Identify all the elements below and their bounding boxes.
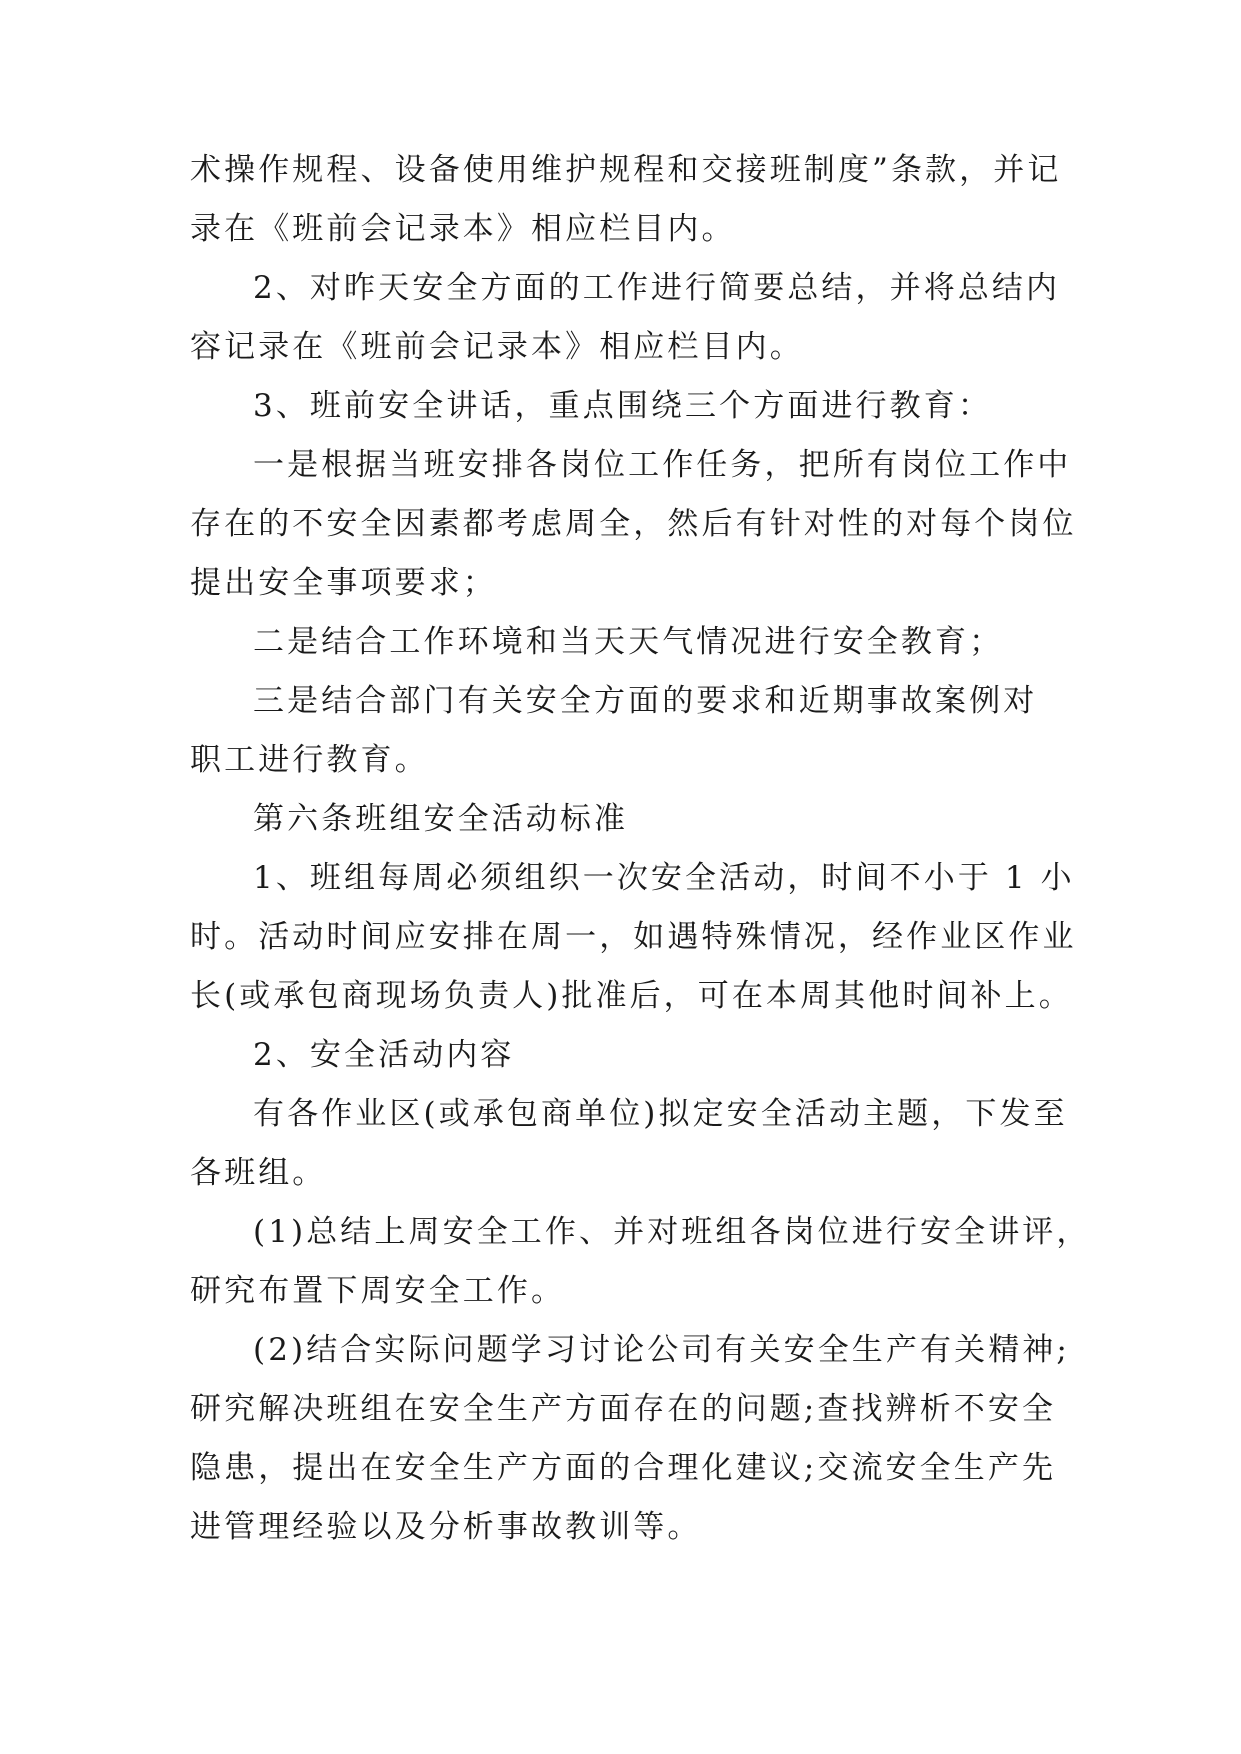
text-line: 研究解决班组在安全生产方面存在的问题;查找辨析不安全 <box>190 1391 1057 1427</box>
text-line: 各班组。 <box>190 1155 327 1191</box>
section-heading: 第六条班组安全活动标准 <box>253 801 629 837</box>
text-line: 3、班前安全讲话，重点围绕三个方面进行教育： <box>253 388 992 424</box>
text-line: 1、班组每周必须组织一次安全活动，时间不小于 1 小 <box>253 860 1075 896</box>
text-line: (2)结合实际问题学习讨论公司有关安全生产有关精神; <box>253 1332 1070 1368</box>
text-line: 术操作规程、设备使用维护规程和交接班制度”条款，并记 <box>190 152 1062 188</box>
text-line: 2、对昨天安全方面的工作进行简要总结，并将总结内 <box>253 270 1061 306</box>
text-line: (1)总结上周安全工作、并对班组各岗位进行安全讲评， <box>253 1214 1091 1250</box>
text-line: 三是结合部门有关安全方面的要求和近期事故案例对 <box>253 683 1038 719</box>
text-line: 二是结合工作环境和当天天气情况进行安全教育； <box>253 624 1004 660</box>
text-line: 进管理经验以及分析事故教训等。 <box>190 1509 702 1545</box>
text-line: 时。活动时间应安排在周一，如遇特殊情况，经作业区作业 <box>190 919 1077 955</box>
text-line: 长(或承包商现场负责人)批准后，可在本周其他时间补上。 <box>190 978 1073 1014</box>
text-line: 有各作业区(或承包商单位)拟定安全活动主题，下发至 <box>253 1096 1068 1132</box>
text-line: 提出安全事项要求； <box>190 565 497 601</box>
text-line: 职工进行教育。 <box>190 742 429 778</box>
text-line: 容记录在《班前会记录本》相应栏目内。 <box>190 329 804 365</box>
text-line: 录在《班前会记录本》相应栏目内。 <box>190 211 736 247</box>
text-line: 研究布置下周安全工作。 <box>190 1273 566 1309</box>
text-line: 存在的不安全因素都考虑周全，然后有针对性的对每个岗位 <box>190 506 1077 542</box>
text-line: 2、安全活动内容 <box>253 1037 515 1073</box>
text-line: 隐患，提出在安全生产方面的合理化建议;交流安全生产先 <box>190 1450 1057 1486</box>
text-line: 一是根据当班安排各岗位工作任务，把所有岗位工作中 <box>253 447 1072 483</box>
